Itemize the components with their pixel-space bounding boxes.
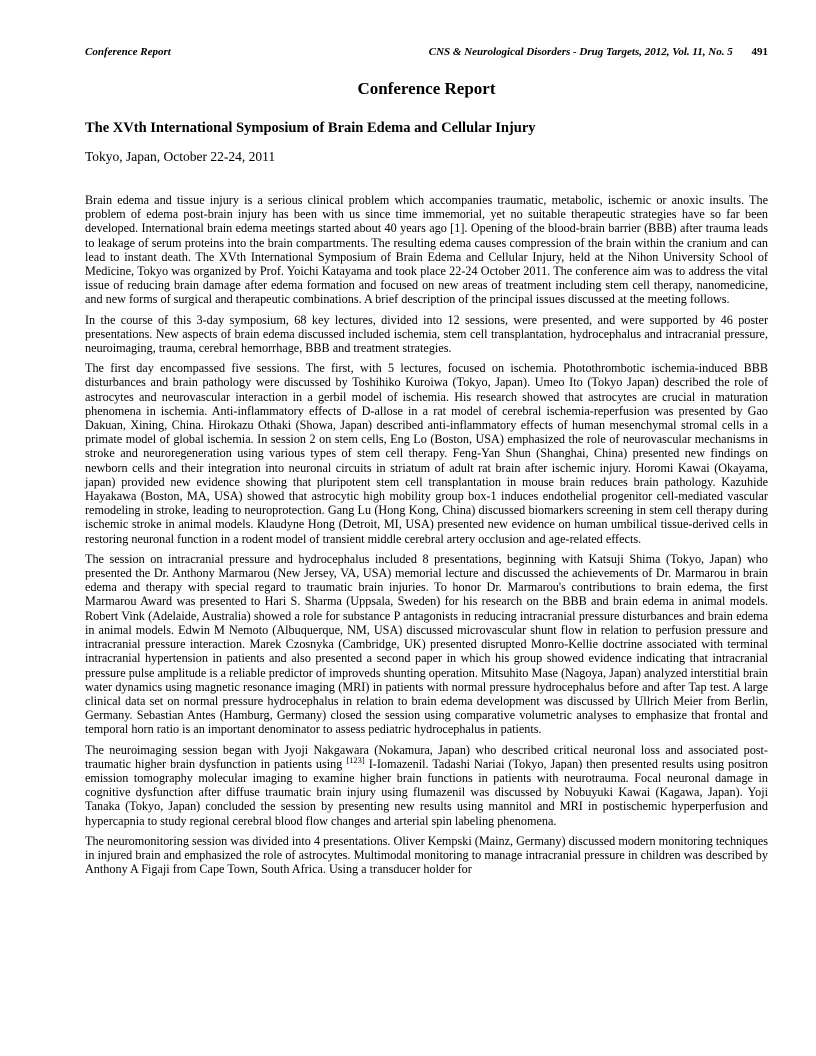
article-title: The XVth International Symposium of Brain Edema and Cellular Injury xyxy=(85,120,536,136)
article-body xyxy=(85,193,768,876)
report-title: Conference Report xyxy=(357,79,496,98)
page-number: 491 xyxy=(751,46,768,58)
paragraph: The session on intracranial pressure and hydrocephalus included 8 presentations, beginning with Katsuji Shima (Tokyo, Japan) who presented the Dr. Anthony Marmarou (New Jersey, VA, USA) memorial lecture and discussed the achievements of Dr. Marmarou in brain edema and therapy with special regard to traumatic brain injuries. To honor Dr. Marmarou's contributions to brain edema, the first Marmarou Award was presented to Hari S. Sharma (Uppsala, Sweden) for his research on the BBB and brain edema in animal models. Robert Vink (Adelaide, Australia) showed a role for substance P antagonists in reducing intracranial pressure disturbances and brain edema in animal models. Edwin M Nemoto (Albuquerque, NM, USA) discussed microvascular shunt flow in relation to perfusion pressure and intracranial pressure interaction. Marek Czosnyka (Cambridge, UK) presented disrupted Monro-Kellie doctrine associated with terminal intracranial hypertension in patients and also presented a second paper in which his group showed evidence indicating that intracranial pressure pulse amplitude is a reliable predictor of improveds shunting operation. Mitsuhito Mase (Nagoya, Japan) analyzed interstitial brain water dynamics using magnetic resonance imaging (MRI) in patients with normal pressure hydrocephalus before and after Tap test. A large clinical data set on normal pressure hydrocephalus in relation to brain edema development was discussed by Ullrich Meier from Berlin, Germany. Sebastian Antes (Hamburg, Germany) closed the session using comparative volumetric analyses to emphasize that frontal and temporal horn ratio is an important denominator to assess pediatric hydrocephalus in patients. xyxy=(85,551,768,737)
paragraph: The neuroimaging session began with Jyoji Nakgawara (Nokamura, Japan) who described critical neuronal loss and associated post-traumatic higher brain dysfunction in patients using [123] I-Iomazenil. Tadashi Nariai (Tokyo, Japan) then presented results using positron emission tomography molecular imaging to examine higher brain functions in patients with neurotrauma. Focal neuronal damage in cognitive dysfunction after diffuse traumatic brain injury using flumazenil was discussed by Nobuyuki Kawai (Kagawa, Japan). Yoji Tanaka (Tokyo, Japan) concluded the session by presenting new results using mannitol and MRI in postischemic hyperperfusion and hypercapnia to study regional cerebral blood flow changes and arterial spin labeling phenomena. xyxy=(85,742,768,828)
article-subtitle: Tokyo, Japan, October 22-24, 2011 xyxy=(85,149,276,164)
journal-citation: CNS & Neurological Disorders - Drug Targets, 2012, Vol. 11, No. 5 xyxy=(428,46,733,58)
header-journal-line xyxy=(429,46,768,58)
running-header xyxy=(85,46,768,58)
superscript-isotope-label: [123] xyxy=(346,754,365,765)
header-report-type: Conference Report xyxy=(85,46,171,58)
paragraph: Brain edema and tissue injury is a serious clinical problem which accompanies traumatic, metabolic, ischemic or anoxic insults. The problem of edema post-brain injury has been with us since time immemorial, yet no suitable therapeutic strategies have so far been developed. International brain edema meetings started about 40 years ago [1]. Opening of the blood-brain barrier (BBB) after trauma leads to leakage of serum proteins into the brain compartments. The resulting edema causes compression of the brain within the cranium and can lead to instant death. The XVth International Symposium of Brain Edema and Cellular Injury, held at the Nihon University School of Medicine, Tokyo was organized by Prof. Yoichi Katayama and took place 22-24 October 2011. The conference aim was to address the vital issue of reducing brain damage after edema formation and focused on new areas of treatment including stem cell therapy, nanomedicine, and new forms of surgical and therapeutic combinations. A brief description of the principal issues discussed at the meeting follows. xyxy=(85,193,768,307)
paragraph: The first day encompassed five sessions. The first, with 5 lectures, focused on ischemia. Photothrombotic ischemia-induced BBB disturbances and brain pathology were discussed by Toshihiko Kuroiwa (Tokyo, Japan). Umeo Ito (Tokyo Japan) described the role of astrocytes and neurovascular interaction in a gerbil model of ischemia. His research showed that astrocytes are crucial in maturation phenomena in ischemia. Anti-inflammatory effects of D-allose in a rat model of cerebral ischemia-reperfusion was presented by Gao Dakuan, Xining, China. Hirokazu Othaki (Showa, Japan) described anti-inflammatory effects of human mesenchymal stromal cells in a primate model of global ischemia. In session 2 on stem cells, Eng Lo (Boston, USA) emphasized the role of neurovascular mechanisms in stroke and neuroregeneration using various types of stem cell therapy. Feng-Yan Shun (Shanghai, China) presented new findings on newborn cells and their integration into neuronal circuits in striatum of adult rat brain after ischemic injury. Horomi Kawai (Okayama, japan) provided new evidence showing that pluripotent stem cell transplantation in mouse brain reduces brain pathology. Kazuhide Hayakawa (Boston, MA, USA) showed that astrocytic high mobility group box-1 induces endothelial progenitor cell-mediated vascular remodeling in stroke, leading to neuroprotection. Gang Lu (Hong Kong, China) discussed biomarkers screening in stem cell therapy during ischemic stroke in animal models. Klaudyne Hong (Detroit, MI, USA) presented new evidence on human umbilical tissue-derived cells in restoring neuronal function in a rodent model of transient middle cerebral artery occlusion and age-related effects. xyxy=(85,361,768,546)
paragraph: The neuromonitoring session was divided into 4 presentations. Oliver Kempski (Mainz, Germany) discussed modern monitoring techniques in injured brain and emphasized the role of astrocytes. Multimodal monitoring to manage intracranial pressure in children was described by Anthony A Figaji from Cape Town, South Africa. Using a transducer holder for xyxy=(85,833,768,877)
paragraph: In the course of this 3-day symposium, 68 key lectures, divided into 12 sessions, were presented, and were supported by 46 poster presentations. New aspects of brain edema discussed included ischemia, stem cell transplantation, hydrocephalus and intracranial pressure, neuroimaging, trauma, cerebral hemorrhage, BBB and treatment strategies. xyxy=(85,312,768,356)
